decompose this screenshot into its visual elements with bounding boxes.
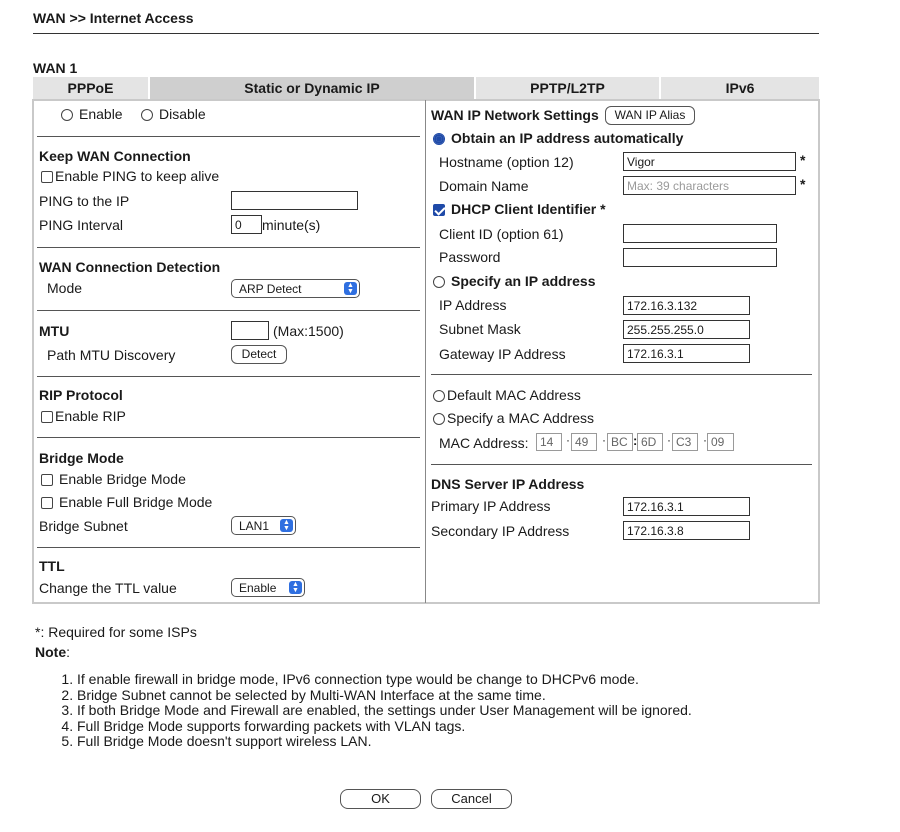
ping-keepalive-label: Enable PING to keep alive [55,168,220,184]
mac-octet-input[interactable]: 6D [637,433,663,451]
ttl-select[interactable] [231,578,305,597]
mtu-input[interactable] [231,321,269,340]
divider [431,464,812,465]
enable-full-bridge-label: Enable Full Bridge Mode [59,494,213,510]
dhcp-client-id-label: DHCP Client Identifier * [451,201,606,217]
title-divider [33,33,819,34]
secondary-dns-label: Secondary IP Address [431,523,570,539]
enable-rip-checkbox[interactable] [41,411,53,423]
rip-heading: RIP Protocol [39,387,123,403]
required-note: *: Required for some ISPs [35,624,197,640]
default-mac-label: Default MAC Address [447,387,581,403]
enable-rip-label: Enable RIP [55,408,126,424]
mac-octet-input[interactable]: 09 [707,433,734,451]
divider [37,547,420,548]
bridge-heading: Bridge Mode [39,450,124,466]
enable-label: Enable [79,106,123,122]
select-arrows-icon: ▲ ▼ [344,282,357,295]
subnet-mask-label: Subnet Mask [439,321,521,337]
ok-button[interactable]: OK [340,789,421,809]
mtu-max-label: (Max:1500) [273,323,344,339]
mode-select-value: ARP Detect [239,282,302,296]
bridge-subnet-value: LAN1 [239,519,270,533]
specify-mac-radio[interactable] [433,413,445,425]
tab-static-dynamic-ip[interactable]: Static or Dynamic IP [150,77,476,99]
mac-octet-input[interactable]: 14 [536,433,562,451]
gateway-input[interactable]: 172.16.3.1 [623,344,750,363]
ip-address-input[interactable]: 172.16.3.132 [623,296,750,315]
domain-name-label: Domain Name [439,178,529,194]
mac-separator: · [602,433,606,447]
disable-radio[interactable] [141,109,153,121]
divider [37,136,420,137]
primary-dns-input[interactable]: 172.16.3.1 [623,497,750,516]
wan-ip-alias-button[interactable]: WAN IP Alias [605,106,695,125]
specify-ip-radio[interactable] [433,276,445,288]
mac-octet-input[interactable]: BC [607,433,633,451]
bridge-subnet-label: Bridge Subnet [39,518,128,534]
ttl-select-value: Enable [239,581,277,595]
note-item: 3. If both Bridge Mode and Firewall are enabled, the settings under User Management will be ignored. [77,703,692,719]
select-arrows-icon: ▲ ▼ [289,581,302,594]
specify-ip-label: Specify an IP address [451,273,596,289]
enable-bridge-label: Enable Bridge Mode [59,471,186,487]
note-label: Note [35,644,67,660]
ping-interval-unit: minute(s) [262,217,321,233]
gateway-label: Gateway IP Address [439,346,566,362]
ping-keepalive-checkbox[interactable] [41,171,53,183]
ttl-heading: TTL [39,558,65,574]
note-colon: : [66,644,71,660]
client-id-input[interactable] [623,224,777,243]
notes-list [57,672,692,750]
page-title: WAN >> Internet Access [33,10,194,26]
mode-label: Mode [47,280,83,296]
ttl-change-label: Change the TTL value [39,580,177,596]
primary-dns-label: Primary IP Address [431,498,551,514]
wan-label: WAN 1 [33,60,78,76]
mac-separator: : [633,433,638,448]
note-item: 1. If enable firewall in bridge mode, IPv6 connection type would be change to DHCPv6 mode. [77,672,692,688]
password-input[interactable] [623,248,777,267]
tab-pptp-l2tp[interactable]: PPTP/L2TP [476,77,661,99]
required-mark: * [800,176,806,192]
path-mtu-label: Path MTU Discovery [47,347,176,363]
password-label: Password [439,249,501,265]
mac-separator: · [703,433,707,447]
divider [37,310,420,311]
note-item: 5. Full Bridge Mode doesn't support wireless LAN. [77,734,692,750]
subnet-mask-input[interactable]: 255.255.255.0 [623,320,750,339]
ping-ip-label: PING to the IP [39,193,130,209]
mac-separator: · [667,433,671,447]
column-divider [425,100,426,603]
tab-pppoe[interactable]: PPPoE [33,77,150,99]
enable-bridge-checkbox[interactable] [41,474,53,486]
mac-octet-input[interactable]: C3 [672,433,698,451]
wan-ip-settings-heading: WAN IP Network Settings [431,107,599,123]
note-heading [35,644,70,660]
select-arrows-icon: ▲ ▼ [280,519,293,532]
hostname-label: Hostname (option 12) [439,154,574,170]
mac-separator: · [566,433,570,447]
enable-full-bridge-checkbox[interactable] [41,497,53,509]
domain-name-input[interactable]: Max: 39 characters [623,176,796,195]
secondary-dns-input[interactable]: 172.16.3.8 [623,521,750,540]
note-item: 4. Full Bridge Mode supports forwarding packets with VLAN tags. [77,719,692,735]
obtain-ip-radio[interactable] [433,133,445,145]
obtain-ip-label: Obtain an IP address automatically [451,130,684,146]
divider [431,374,812,375]
ping-ip-input[interactable] [231,191,358,210]
client-id-label: Client ID (option 61) [439,226,564,242]
tab-ipv6[interactable]: IPv6 [661,77,819,99]
enable-radio[interactable] [61,109,73,121]
dhcp-client-id-checkbox[interactable] [433,204,445,216]
mac-address-label: MAC Address: [439,435,529,451]
detect-button[interactable]: Detect [231,345,287,364]
divider [37,376,420,377]
dns-heading: DNS Server IP Address [431,476,585,492]
mtu-heading: MTU [39,323,70,339]
default-mac-radio[interactable] [433,390,445,402]
specify-mac-label: Specify a MAC Address [447,410,595,426]
mac-octet-input[interactable]: 49 [571,433,597,451]
wan-detection-heading: WAN Connection Detection [39,259,221,275]
divider [37,247,420,248]
hostname-input[interactable]: Vigor [623,152,796,171]
ping-interval-label: PING Interval [39,217,124,233]
tab-bar [33,77,819,99]
bridge-subnet-select[interactable] [231,516,296,535]
disable-label: Disable [159,106,206,122]
ping-interval-input[interactable]: 0 [231,215,262,234]
keep-wan-heading: Keep WAN Connection [39,148,191,164]
divider [37,437,420,438]
required-mark: * [800,152,806,168]
note-item: 2. Bridge Subnet cannot be selected by Multi-WAN Interface at the same time. [77,688,692,704]
ip-address-label: IP Address [439,297,507,313]
cancel-button[interactable]: Cancel [431,789,512,809]
mode-select[interactable] [231,279,360,298]
